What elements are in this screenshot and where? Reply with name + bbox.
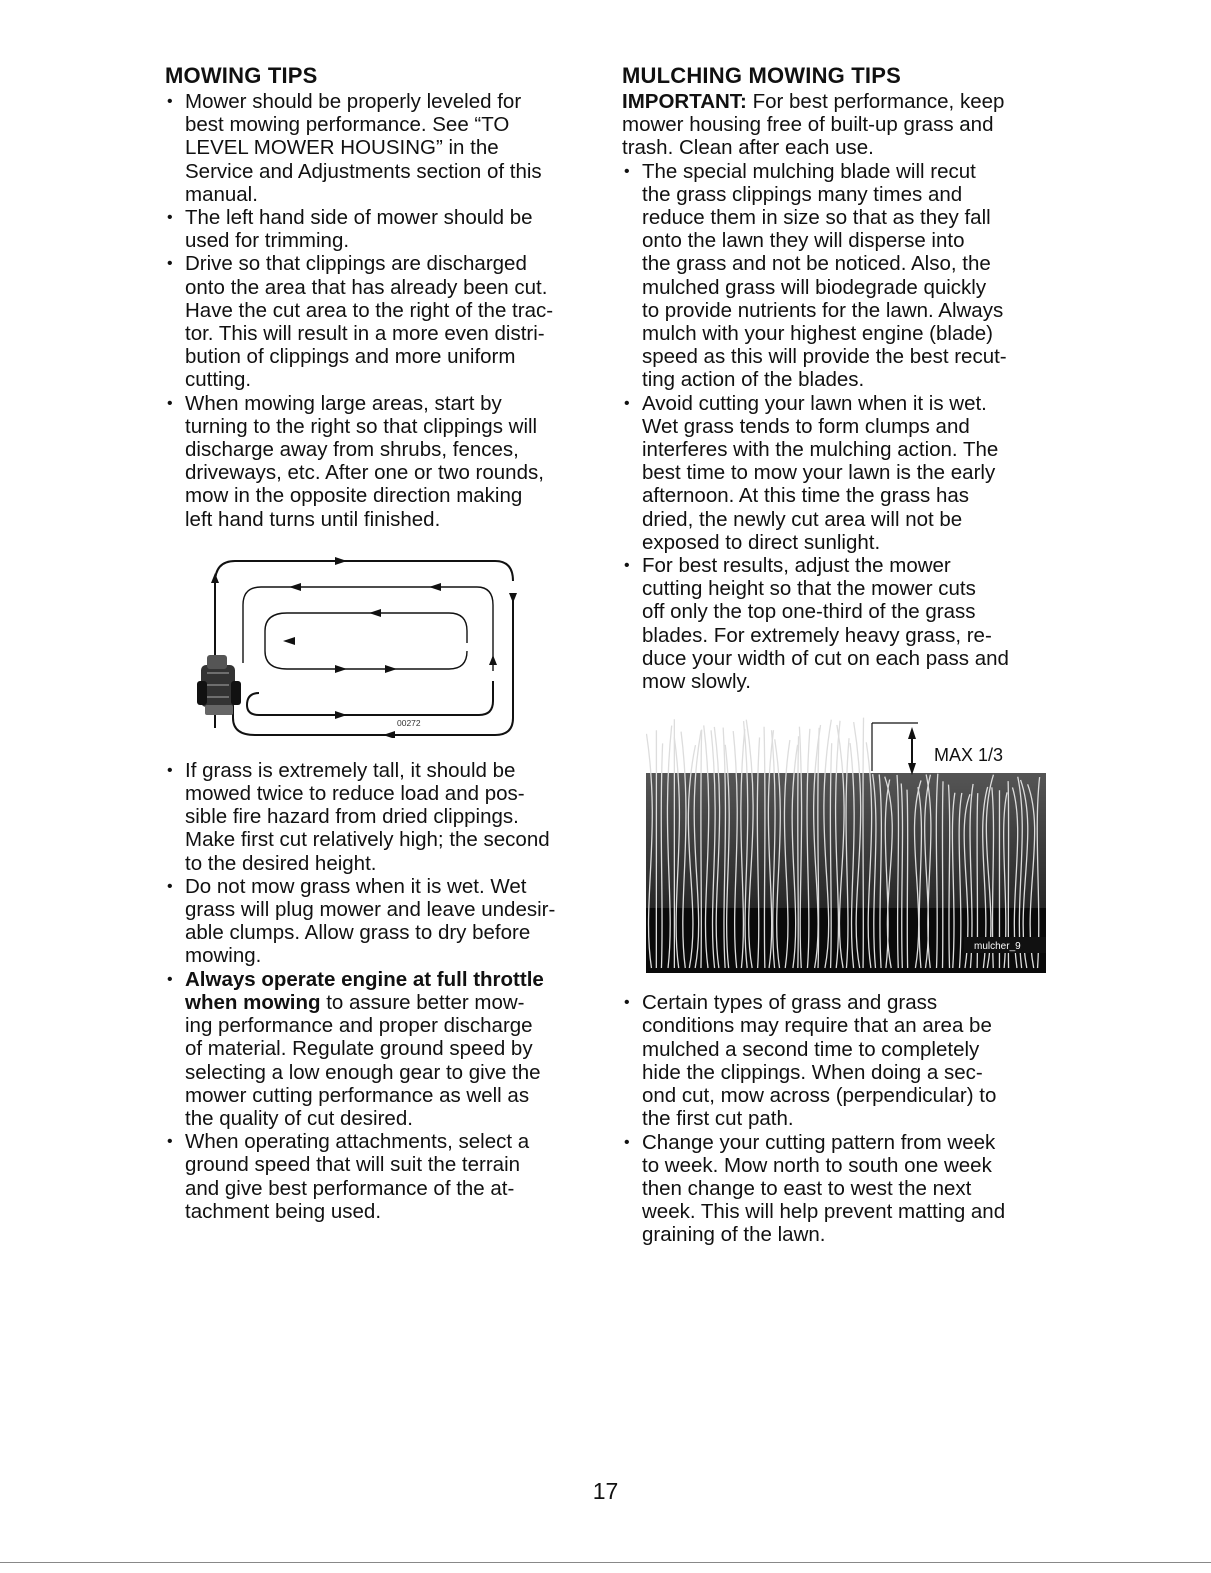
grass-blade	[798, 736, 799, 968]
tractor-icon	[197, 655, 241, 715]
grass-blade	[907, 790, 908, 968]
left-column	[165, 62, 605, 1223]
arrow-icon	[385, 665, 397, 673]
max-third-label: MAX 1/3	[934, 745, 1004, 766]
grass-blade	[764, 727, 765, 968]
arrow-icon	[369, 609, 381, 617]
arrow-icon	[283, 637, 295, 645]
mowing-pattern-figure	[165, 553, 605, 738]
arrow-icon	[383, 731, 395, 738]
arrow-icon	[289, 583, 301, 591]
grass-blade	[942, 782, 943, 969]
arrow-icon	[489, 655, 497, 665]
arrow-icon	[335, 711, 347, 719]
list-item: • When operating attachments, select a ground speed that will suit the terrain and give best performance of the at- tachment being used.	[165, 1130, 605, 1223]
list-item: • For best results, adjust the mower cutting height so that the mower cuts off only the top one-third of the grass blades. For extremely heavy grass, re- duce your width of cut on each pass and mow slowly.	[622, 554, 1062, 693]
inner-path	[265, 613, 467, 669]
mulching-tips-list-top	[622, 160, 1062, 694]
outer-path	[215, 561, 513, 728]
page-number: 17	[592, 1478, 619, 1504]
list-item: • Change your cutting pattern from week to week. Mow north to south one week then change to east to west the next week. This will help prevent matting and graining of the lawn.	[622, 1131, 1062, 1247]
arrow-icon	[335, 557, 347, 565]
grass-height-figure	[646, 713, 1046, 973]
grass-blade	[701, 730, 702, 968]
mulching-tips-list-bottom	[622, 991, 1062, 1246]
list-item: • Certain types of grass and grass conditions may require that an area be mulched a second time to completely hide the clippings. When doing a sec- ond cut, mow across (perpendicular) to the first cut path.	[622, 991, 1062, 1130]
arrow-icon	[509, 593, 517, 603]
list-item: • Do not mow grass when it is wet. Wet grass will plug mower and leave undesir- able clumps. Allow grass to dry before mowing.	[165, 875, 605, 968]
list-item: • Mower should be properly leveled for best mowing performance. See “TO LEVEL MOWER HOUSING” in the Service and Adjustments section of this manual.	[165, 90, 605, 206]
list-item: • Drive so that clippings are discharged onto the area that has already been cut. Have the cut area to the right of the trac- tor. This will result in a more even distri- bution of clippings and more uniform cutting.	[165, 252, 605, 391]
loop-path	[247, 681, 493, 715]
list-item: • If grass is extremely tall, it should be mowed twice to reduce load and pos- sible fire hazard from dried clippings. Make first cut relatively high; the second to the desired height.	[165, 759, 605, 875]
arrow-icon	[211, 573, 219, 583]
arrow-icon	[429, 583, 441, 591]
grass-blade	[863, 718, 864, 968]
list-item: • The special mulching blade will recut the grass clippings many times and reduce them in size so that as they fall onto the lawn they will disperse into the grass and not be noticed. Also, the mulched grass will biodegrade quickly to provide nutrients for the lawn. Always mulch with your highest engine (blade) speed as this will provide the best recut- ting action of the blades.	[622, 160, 1062, 392]
list-item: • Avoid cutting your lawn when it is wet. Wet grass tends to form clumps and interferes with the mulching action. The best time to mow your lawn is the early afternoon. At this time the grass has dried, the newly cut area will not be exposed to direct sunlight.	[622, 392, 1062, 554]
mowing-tips-list-bottom	[165, 759, 605, 1223]
middle-path	[243, 587, 493, 671]
throttle-bold-text: Always operate engine at full throttle when mowing	[185, 967, 544, 1014]
right-column	[622, 62, 1062, 1247]
figure-caption: mulcher_9	[974, 941, 1021, 953]
important-note	[622, 90, 1062, 160]
arrow-icon	[335, 665, 347, 673]
figure-id-label: 00272	[397, 717, 421, 728]
mulching-tips-heading: MULCHING MOWING TIPS	[622, 63, 901, 88]
important-text: For best performance, keep mower housing free of built-up grass and trash. Clean after each use.	[622, 90, 1005, 160]
mowing-tips-heading: MOWING TIPS	[165, 63, 318, 88]
throttle-text: to assure better mow- ing performance and proper discharge of material. Regulate ground speed by selecting a low enough gear to give the mower cutting performance as well as the quality of cut desired.	[185, 990, 541, 1130]
bottom-rule	[0, 1562, 1211, 1563]
list-item	[165, 968, 605, 1130]
important-label: IMPORTANT:	[622, 90, 747, 113]
list-item: • The left hand side of mower should be used for trimming.	[165, 206, 605, 252]
mowing-tips-list-top	[165, 90, 605, 531]
list-item: • When mowing large areas, start by turning to the right so that clippings will discharge away from shrubs, fences, driveways, etc. After one or two rounds, mow in the opposite direction making left hand turns until finished.	[165, 392, 605, 531]
mowing-pattern-diagram	[195, 553, 535, 738]
